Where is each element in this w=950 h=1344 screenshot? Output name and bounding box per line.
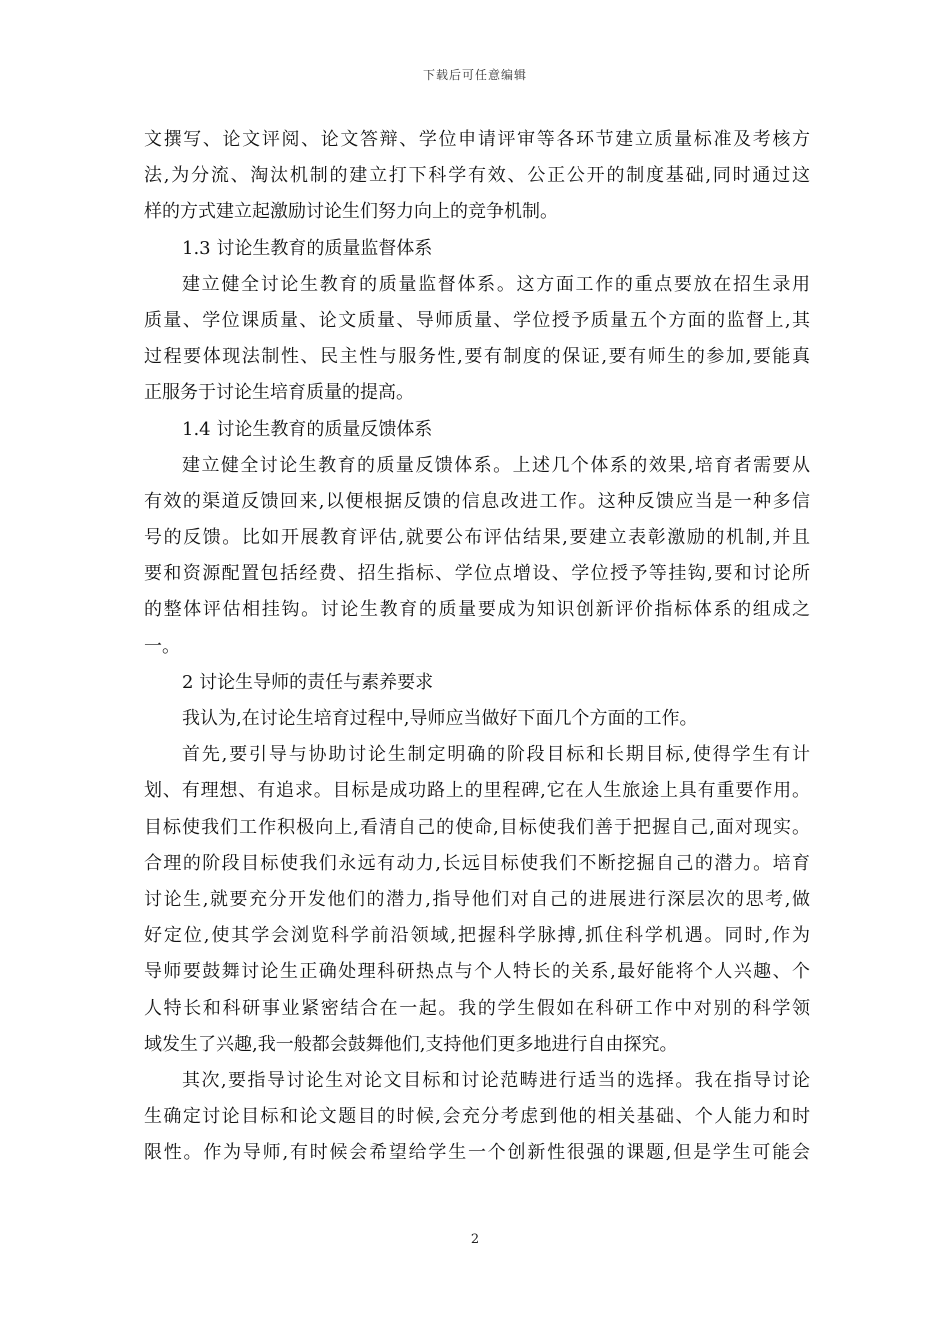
text-line: 法,为分流、淘汰机制的建立打下科学有效、公正公开的制度基础,同时通过这	[144, 165, 810, 187]
text-line: 样的方式建立起激励讨论生们努力向上的竞争机制。	[144, 201, 558, 223]
text-line: 讨论生,就要充分开发他们的潜力,指导他们对自己的进展进行深层次的思考,做	[144, 888, 810, 910]
text-line: 域发生了兴趣,我一般都会鼓舞他们,支持他们更多地进行自由探究。	[144, 1033, 678, 1055]
text-line: 号的反馈。比如开展教育评估,就要公布评估结果,要建立表彰激励的机制,并且	[144, 527, 810, 549]
page-header: 下载后可任意编辑	[422, 68, 527, 82]
page-number: 2	[470, 1232, 480, 1247]
text-line: 好定位,使其学会浏览科学前沿领域,把握科学脉搏,抓住科学机遇。同时,作为	[144, 925, 810, 947]
text-line: 文撰写、论文评阅、论文答辩、学位申请评审等各环节建立质量标准及考核方	[144, 129, 810, 150]
text-line: 导师要鼓舞讨论生正确处理科研热点与个人特长的关系,最好能将个人兴趣、个	[144, 961, 810, 983]
text-line: 划、有理想、有追求。目标是成功路上的里程碑,它在人生旅途上具有重要作用。	[144, 780, 810, 802]
text-line: 的整体评估相挂钩。讨论生教育的质量要成为知识创新评价指标体系的组成之	[144, 599, 810, 621]
text-line: 2 讨论生导师的责任与素养要求	[182, 671, 434, 693]
text-line: 我认为,在讨论生培育过程中,导师应当做好下面几个方面的工作。	[182, 708, 698, 729]
text-line: 限性。作为导师,有时候会希望给学生一个创新性很强的课题,但是学生可能会	[144, 1142, 810, 1164]
text-line: 人特长和科研事业紧密结合在一起。我的学生假如在科研工作中对别的科学领	[144, 997, 810, 1019]
document-body	[144, 122, 810, 1171]
text-line: 建立健全讨论生教育的质量监督体系。这方面工作的重点要放在招生录用	[182, 273, 810, 295]
text-line: 1.4 讨论生教育的质量反馈体系	[182, 418, 433, 440]
text-line: 1.3 讨论生教育的质量监督体系	[182, 237, 433, 259]
text-line: 过程要体现法制性、民主性与服务性,要有制度的保证,要有师生的参加,要能真	[144, 346, 810, 368]
text-line: 首先,要引导与协助讨论生制定明确的阶段目标和长期目标,使得学生有计	[182, 744, 810, 766]
text-line: 一。	[144, 635, 180, 657]
text-line: 要和资源配置包括经费、招生指标、学位点增设、学位授予等挂钩,要和讨论所	[144, 563, 810, 585]
text-line: 生确定讨论目标和论文题目的时候,会充分考虑到他的相关基础、个人能力和时	[144, 1106, 810, 1128]
text-line: 建立健全讨论生教育的质量反馈体系。上述几个体系的效果,培育者需要从	[182, 454, 810, 476]
text-line: 有效的渠道反馈回来,以便根据反馈的信息改进工作。这种反馈应当是一种多信	[144, 490, 810, 512]
text-line: 其次,要指导讨论生对论文目标和讨论范畴进行适当的选择。我在指导讨论	[182, 1069, 810, 1091]
text-line: 质量、学位课质量、论文质量、导师质量、学位授予质量五个方面的监督上,其	[144, 309, 810, 331]
text-line: 目标使我们工作积极向上,看清自己的使命,目标使我们善于把握自己,面对现实。	[144, 816, 810, 838]
text-line: 正服务于讨论生培育质量的提高。	[144, 382, 414, 404]
text-line: 合理的阶段目标使我们永远有动力,长远目标使我们不断挖掘自己的潜力。培育	[144, 852, 810, 874]
